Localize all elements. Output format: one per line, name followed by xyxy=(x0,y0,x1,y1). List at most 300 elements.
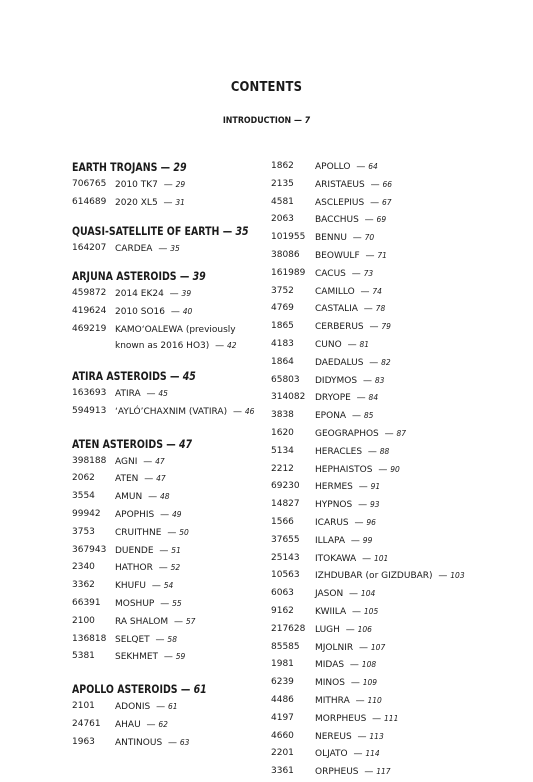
page-number: 91 xyxy=(370,482,381,492)
section-heading[interactable] xyxy=(72,367,228,385)
em-dash: — xyxy=(344,339,360,350)
asteroid-name: CUNO xyxy=(315,339,342,350)
asteroid-name: HYPNOS xyxy=(315,500,353,511)
page-number: 88 xyxy=(379,446,390,456)
asteroid-number: 2340 xyxy=(72,562,95,573)
asteroid-name: EPONA xyxy=(315,411,347,422)
asteroid-name-line xyxy=(115,734,189,753)
page-number: 48 xyxy=(159,492,170,502)
asteroid-number: 161989 xyxy=(271,267,306,278)
toc-entry[interactable] xyxy=(271,496,481,514)
asteroid-name-line xyxy=(315,621,372,640)
asteroid-number: 1862 xyxy=(271,161,294,171)
asteroid-name-line xyxy=(315,585,375,604)
asteroid-name-line xyxy=(315,407,373,426)
asteroid-name: DAEDALUS xyxy=(315,357,364,368)
asteroid-name-line xyxy=(115,240,180,259)
asteroid-number: 2101 xyxy=(72,701,95,712)
em-dash: — xyxy=(360,304,376,315)
asteroid-name-line xyxy=(315,300,385,319)
asteroid-name-line xyxy=(315,425,406,444)
toc-entry[interactable] xyxy=(271,674,481,692)
page-number: 29 xyxy=(175,180,186,189)
toc-entry[interactable] xyxy=(271,692,481,710)
toc-entry[interactable] xyxy=(271,532,481,550)
asteroid-name: HERACLES xyxy=(315,446,363,457)
em-dash: — xyxy=(165,737,180,748)
asteroid-name-line xyxy=(115,176,185,195)
page-number: 71 xyxy=(377,250,387,260)
asteroid-name-line xyxy=(315,674,377,693)
toc-entry[interactable] xyxy=(271,745,481,763)
page-number: 31 xyxy=(175,197,185,207)
toc-entry[interactable] xyxy=(271,389,481,407)
em-dash: — xyxy=(367,197,382,208)
asteroid-name-line xyxy=(115,403,254,422)
asteroid-name: DIDYMOS xyxy=(315,375,358,386)
asteroid-number: 5134 xyxy=(271,445,294,456)
em-dash: — xyxy=(141,474,157,485)
asteroid-number: 10563 xyxy=(271,570,300,581)
asteroid-name-line xyxy=(315,318,391,337)
toc-entry[interactable] xyxy=(271,283,481,301)
page-number: 40 xyxy=(182,307,193,317)
asteroid-name-line xyxy=(315,247,387,266)
page-number: 57 xyxy=(185,616,196,626)
toc-entry[interactable] xyxy=(271,300,481,318)
asteroid-number: 4486 xyxy=(271,694,294,705)
section-spacer xyxy=(72,353,262,367)
em-dash: — xyxy=(348,268,364,279)
asteroid-name: DUENDE xyxy=(115,545,154,556)
em-dash: — xyxy=(352,695,368,706)
asteroid-name: MINOS xyxy=(315,678,345,689)
asteroid-name: ATIRA xyxy=(115,388,141,399)
asteroid-number: 136818 xyxy=(72,633,107,644)
asteroid-name-line xyxy=(115,716,168,735)
toc-entry[interactable] xyxy=(72,453,262,471)
asteroid-name-line xyxy=(315,372,384,391)
asteroid-name-line xyxy=(115,613,195,632)
asteroid-number: 706765 xyxy=(72,179,107,189)
toc-entry[interactable] xyxy=(72,194,262,212)
asteroid-number: 314082 xyxy=(271,392,306,403)
asteroid-name-line xyxy=(115,542,181,561)
asteroid-number: 2063 xyxy=(271,214,294,225)
asteroid-number: 6063 xyxy=(271,588,294,599)
toc-entry[interactable] xyxy=(72,285,262,303)
toc-entry[interactable] xyxy=(72,734,262,752)
asteroid-number: 2212 xyxy=(271,463,294,474)
page-number: 84 xyxy=(368,393,379,403)
asteroid-name-line xyxy=(315,692,382,711)
em-dash: — xyxy=(168,307,183,318)
asteroid-name-line xyxy=(315,567,465,586)
page-number: 96 xyxy=(366,517,376,527)
page-number: 47 xyxy=(156,474,166,484)
asteroid-name: AHAU xyxy=(115,719,141,730)
toc-entry[interactable] xyxy=(271,247,481,265)
asteroid-name-line xyxy=(115,285,191,304)
page-number: 107 xyxy=(370,642,386,652)
em-dash: — xyxy=(164,527,180,538)
asteroid-name-line xyxy=(115,631,177,650)
asteroid-name: HATHOR xyxy=(115,563,153,574)
asteroid-name-line xyxy=(315,336,369,355)
toc-entry[interactable] xyxy=(271,443,481,461)
toc-entry[interactable] xyxy=(271,728,481,746)
page-number: 106 xyxy=(357,624,372,634)
asteroid-number: 99942 xyxy=(72,508,101,519)
page-number: 108 xyxy=(361,660,377,670)
asteroid-number: 469219 xyxy=(72,323,107,334)
asteroid-name: ATEN xyxy=(115,474,139,485)
em-dash: — xyxy=(365,446,380,457)
em-dash: — xyxy=(381,428,397,439)
toc-entry[interactable] xyxy=(72,470,262,488)
page-number: 105 xyxy=(363,606,379,616)
em-dash: — xyxy=(435,571,451,582)
asteroid-name: KWIILA xyxy=(315,606,347,617)
em-dash: — xyxy=(356,642,371,653)
asteroid-name-line xyxy=(315,158,378,177)
asteroid-name-line xyxy=(115,559,180,578)
section-page: 47 xyxy=(178,436,193,451)
page-number: 69 xyxy=(376,215,387,225)
asteroid-number: 1566 xyxy=(271,516,294,527)
em-dash: — xyxy=(367,179,383,190)
asteroid-number: 6239 xyxy=(271,677,294,688)
section-spacer xyxy=(72,421,262,435)
em-dash: — xyxy=(153,702,169,713)
asteroid-name-line xyxy=(315,745,380,764)
asteroid-number: 3554 xyxy=(72,491,95,502)
toc-entry[interactable] xyxy=(271,318,481,336)
page-number: 113 xyxy=(369,731,384,741)
asteroid-number: 4197 xyxy=(271,712,294,723)
section-spacer xyxy=(72,666,262,680)
asteroid-name-line xyxy=(315,283,382,302)
asteroid-name: MIDAS xyxy=(315,660,345,671)
em-dash: — xyxy=(354,731,370,742)
page-number: 90 xyxy=(390,464,400,474)
toc-entry[interactable] xyxy=(271,621,481,639)
page-number: 85 xyxy=(363,411,374,421)
asteroid-name: ILLAPA xyxy=(315,535,346,546)
asteroid-number: 2100 xyxy=(72,615,95,626)
page-number: 110 xyxy=(367,695,382,705)
em-dash: — xyxy=(176,269,193,284)
section-heading[interactable] xyxy=(72,435,228,453)
page-number: 73 xyxy=(363,268,374,278)
toc-entry[interactable] xyxy=(72,716,262,734)
toc-entry[interactable] xyxy=(271,407,481,425)
asteroid-name: 2020 XL5 xyxy=(115,197,158,208)
section-spacer xyxy=(72,257,262,267)
em-dash: — xyxy=(342,624,358,635)
toc-entry[interactable] xyxy=(271,639,481,657)
section-heading-label: EARTH TROJANS xyxy=(72,160,158,174)
toc-entry[interactable] xyxy=(72,488,262,506)
toc-entry[interactable] xyxy=(72,631,262,649)
asteroid-name: JASON xyxy=(315,589,344,600)
em-dash: — xyxy=(349,411,364,422)
asteroid-name: ORPHEUS xyxy=(315,767,359,778)
section-heading[interactable] xyxy=(72,267,228,285)
asteroid-name: CACUS xyxy=(315,268,346,279)
page-number: 45 xyxy=(158,388,168,398)
em-dash: — xyxy=(366,322,382,333)
toc-entry[interactable] xyxy=(72,559,262,577)
asteroid-name: ADONIS xyxy=(115,702,151,713)
asteroid-name-line xyxy=(315,443,389,462)
toc-entry[interactable] xyxy=(72,542,262,560)
page-number: 66 xyxy=(382,179,393,189)
asteroid-name: NEREUS xyxy=(315,731,352,742)
asteroid-name-line xyxy=(315,710,398,729)
page-number: 51 xyxy=(171,545,181,555)
asteroid-number: 367943 xyxy=(72,544,107,555)
asteroid-number: 4581 xyxy=(271,196,294,207)
em-dash: — xyxy=(349,233,365,244)
page-number: 103 xyxy=(450,571,465,581)
section-spacer xyxy=(72,212,262,222)
page-number: 78 xyxy=(375,304,386,314)
toc-entry[interactable] xyxy=(271,567,481,585)
toc-entry[interactable] xyxy=(271,710,481,728)
em-dash: — xyxy=(155,563,171,574)
toc-entry[interactable] xyxy=(271,372,481,390)
section-heading-label: QUASI-SATELLITE OF EARTH xyxy=(72,223,220,238)
toc-entry[interactable] xyxy=(271,603,481,621)
asteroid-number: 594913 xyxy=(72,405,107,416)
em-dash: — xyxy=(349,606,364,617)
asteroid-number: 9162 xyxy=(271,605,294,616)
asteroid-name-line xyxy=(315,478,380,497)
asteroid-number: 4183 xyxy=(271,338,294,349)
em-dash: — xyxy=(161,652,176,663)
em-dash: — xyxy=(353,393,369,404)
asteroid-number: 4769 xyxy=(271,303,294,314)
toc-entry[interactable] xyxy=(72,303,262,321)
toc-entry[interactable] xyxy=(72,648,262,666)
introduction-page: 7 xyxy=(304,116,311,126)
toc-entry[interactable] xyxy=(271,265,481,283)
toc-entry[interactable] xyxy=(72,321,262,353)
em-dash: — xyxy=(166,368,183,383)
toc-entry[interactable] xyxy=(271,336,481,354)
toc-entry[interactable] xyxy=(271,514,481,532)
asteroid-number: 217628 xyxy=(271,623,306,634)
toc-entry[interactable] xyxy=(271,229,481,247)
em-dash: — xyxy=(152,634,168,645)
page-number: 117 xyxy=(376,767,391,777)
asteroid-name: CERBERUS xyxy=(315,322,364,333)
toc-entry[interactable] xyxy=(72,595,262,613)
asteroid-name-line xyxy=(315,211,386,230)
asteroid-number: 3753 xyxy=(72,526,95,537)
section-heading[interactable] xyxy=(72,222,249,240)
toc-entry[interactable] xyxy=(271,656,481,674)
toc-entry[interactable] xyxy=(271,354,481,372)
toc-entry[interactable] xyxy=(271,478,481,496)
em-dash: — xyxy=(160,180,176,190)
asteroid-number: 25143 xyxy=(271,552,300,563)
asteroid-name-line xyxy=(315,176,392,195)
asteroid-name-line xyxy=(315,265,373,284)
toc-entry[interactable] xyxy=(271,211,481,229)
asteroid-name-line xyxy=(115,577,173,596)
asteroid-number: 85585 xyxy=(271,641,300,652)
asteroid-number: 1864 xyxy=(271,356,294,367)
asteroid-name: CAMILLO xyxy=(315,286,355,297)
em-dash: — xyxy=(350,749,366,760)
contents-left-column xyxy=(72,158,262,752)
toc-entry[interactable] xyxy=(72,506,262,524)
asteroid-number: 101955 xyxy=(271,232,306,243)
toc-entry[interactable] xyxy=(72,176,262,194)
asteroid-name: AGNI xyxy=(115,456,138,467)
toc-entry[interactable] xyxy=(271,550,481,568)
asteroid-name-line xyxy=(315,229,374,248)
section-page: 35 xyxy=(235,223,249,238)
asteroid-number: 37655 xyxy=(271,534,300,545)
asteroid-number: 163693 xyxy=(72,387,107,398)
em-dash: — xyxy=(355,482,371,493)
asteroid-name-line xyxy=(115,453,165,472)
page-number: 52 xyxy=(170,563,181,573)
asteroid-name-line xyxy=(315,728,384,747)
asteroid-name: MORPHEUS xyxy=(315,713,367,724)
toc-entry[interactable] xyxy=(271,763,481,781)
section-page: 39 xyxy=(192,269,206,284)
toc-entry[interactable] xyxy=(72,240,262,258)
section-heading-label: ARJUNA ASTEROIDS xyxy=(72,269,177,284)
introduction-label: INTRODUCTION xyxy=(222,116,292,126)
em-dash: — xyxy=(359,553,374,564)
asteroid-number: 164207 xyxy=(72,242,107,253)
asteroid-name-line xyxy=(315,763,391,782)
em-dash: — xyxy=(230,406,245,417)
asteroid-number: 2062 xyxy=(72,473,95,484)
asteroid-name: IZHDUBAR (or GIZDUBAR) xyxy=(315,571,433,582)
asteroid-number: 5381 xyxy=(72,651,95,662)
page-number: 46 xyxy=(244,406,255,416)
asteroid-name-line xyxy=(115,698,178,717)
toc-entry[interactable] xyxy=(72,613,262,631)
asteroid-name: LUGH xyxy=(315,624,340,635)
section-heading[interactable] xyxy=(72,680,228,698)
page-number: 101 xyxy=(373,553,389,563)
asteroid-name: CRUITHNE xyxy=(115,527,162,538)
em-dash: — xyxy=(171,616,186,627)
toc-entry[interactable] xyxy=(72,524,262,542)
asteroid-number: 4660 xyxy=(271,730,294,741)
em-dash: — xyxy=(157,160,174,174)
asteroid-number: 65803 xyxy=(271,374,300,385)
asteroid-name-line xyxy=(115,648,185,667)
asteroid-name: 2014 EK24 xyxy=(115,289,164,300)
asteroid-number: 24761 xyxy=(72,718,101,729)
em-dash: — xyxy=(360,375,375,386)
toc-entry[interactable] xyxy=(271,585,481,603)
page-number: 109 xyxy=(362,678,378,688)
asteroid-number: 1963 xyxy=(72,736,95,747)
section-heading-label: APOLLO ASTEROIDS xyxy=(72,682,178,697)
asteroid-name: AMUN xyxy=(115,492,143,503)
page-number: 93 xyxy=(369,500,380,510)
asteroid-number: 459872 xyxy=(72,288,107,299)
page-number: 49 xyxy=(171,509,182,519)
em-dash: — xyxy=(156,545,172,556)
toc-entry[interactable] xyxy=(72,577,262,595)
em-dash: — xyxy=(162,436,179,451)
toc-entry[interactable] xyxy=(72,403,262,421)
asteroid-name: KHUFU xyxy=(115,581,147,592)
toc-entry[interactable] xyxy=(271,158,481,176)
toc-entry[interactable] xyxy=(271,425,481,443)
asteroid-name-line xyxy=(315,514,376,533)
asteroid-name: ARISTAEUS xyxy=(315,179,365,190)
toc-entry[interactable] xyxy=(271,176,481,194)
page-number: 59 xyxy=(175,652,186,662)
asteroid-number: 3362 xyxy=(72,580,95,591)
asteroid-name-line xyxy=(315,639,385,658)
asteroid-name-line xyxy=(315,532,372,551)
asteroid-name-line xyxy=(115,595,182,614)
asteroid-name: MJOLNIR xyxy=(315,642,354,653)
page-number: 35 xyxy=(170,243,180,253)
asteroid-name: ‘AYLÓ’CHAXNIM (VATIRA) xyxy=(115,406,228,417)
asteroid-name-line xyxy=(115,322,255,354)
section-heading-label: ATEN ASTEROIDS xyxy=(72,436,163,451)
asteroid-name: 2010 TK7 xyxy=(115,180,158,190)
asteroid-number: 1981 xyxy=(271,659,294,670)
section-heading[interactable] xyxy=(72,158,228,176)
page-number: 58 xyxy=(167,634,177,644)
asteroid-name: 2010 SO16 xyxy=(115,307,166,318)
asteroid-number: 3838 xyxy=(271,410,294,421)
introduction-entry[interactable]: INTRODUCTION — 7 xyxy=(222,116,311,126)
em-dash: — xyxy=(143,719,159,730)
asteroid-name: MOSHUP xyxy=(115,598,155,609)
contents-right-column xyxy=(271,158,481,781)
em-dash: — xyxy=(140,456,156,467)
page-number: 114 xyxy=(365,749,380,759)
em-dash: — xyxy=(347,678,363,689)
em-dash: — xyxy=(375,464,391,475)
page-number: 50 xyxy=(179,527,189,537)
page-number: 111 xyxy=(384,713,399,723)
section-page: 61 xyxy=(193,682,207,697)
em-dash: — xyxy=(348,535,363,546)
em-dash: — xyxy=(212,340,228,351)
asteroid-number: 419624 xyxy=(72,306,107,317)
toc-entry[interactable] xyxy=(271,461,481,479)
page-number: 54 xyxy=(163,581,174,591)
page-number: 63 xyxy=(179,737,190,747)
toc-entry[interactable] xyxy=(271,194,481,212)
asteroid-name: ANTINOUS xyxy=(115,737,163,748)
asteroid-name: GEOGRAPHOS xyxy=(315,428,379,439)
toc-entry[interactable] xyxy=(72,385,262,403)
asteroid-name-line xyxy=(315,603,378,622)
page-number: 61 xyxy=(168,702,178,712)
asteroid-name: SEKHMET xyxy=(115,652,159,663)
toc-entry[interactable] xyxy=(72,698,262,716)
page-number: 55 xyxy=(172,598,182,608)
asteroid-name: OLJATO xyxy=(315,749,348,760)
